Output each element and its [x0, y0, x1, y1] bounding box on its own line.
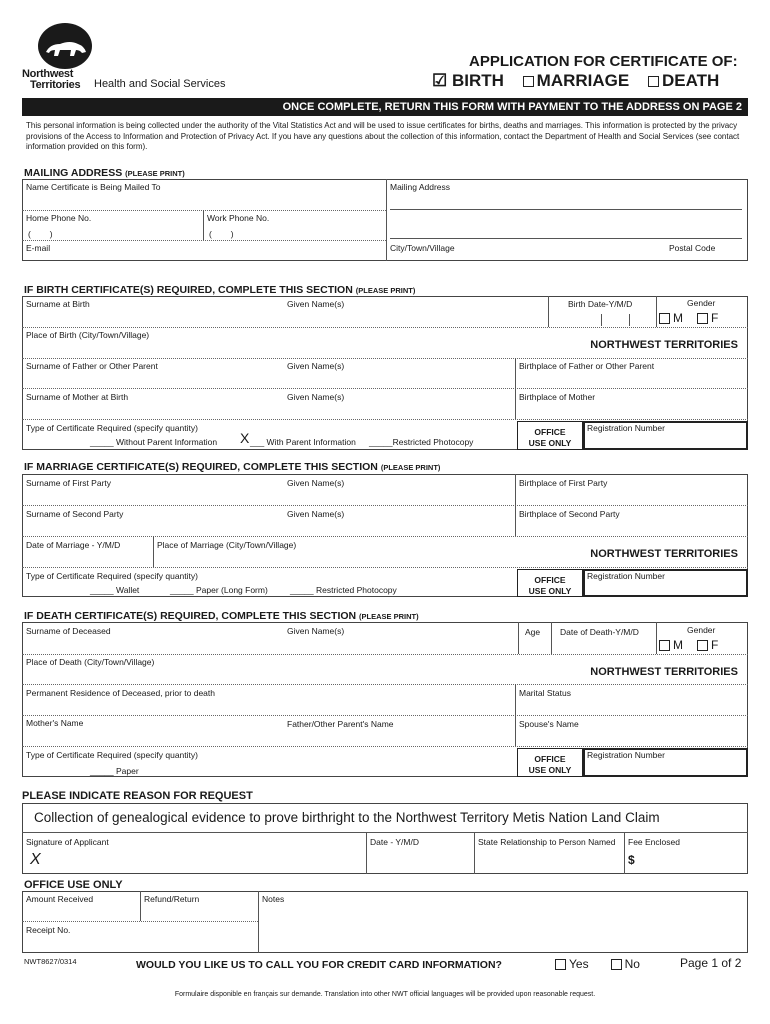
page-number: Page 1 of 2 [680, 956, 742, 970]
birth-registration-label: Registration Number [587, 423, 665, 433]
birth-office-line1: OFFICE [534, 427, 566, 437]
birth-place-label: Place of Birth (City/Town/Village) [26, 330, 150, 340]
second-party-surname-label: Surname of Second Party [26, 509, 124, 519]
death-gender-label: Gender [687, 625, 716, 635]
marriage-opt-paper[interactable]: _____ Paper (Long Form) [170, 585, 268, 595]
no-checkbox[interactable] [611, 959, 622, 970]
office-use-box [22, 891, 748, 953]
return-banner [22, 98, 748, 116]
death-please-print: (PLEASE PRINT) [359, 612, 419, 621]
death-gender-m-checkbox[interactable] [659, 640, 670, 651]
office-use-heading: OFFICE USE ONLY [24, 879, 123, 891]
signature-mark[interactable]: X [30, 851, 41, 868]
birth-gender-m-checkbox[interactable] [659, 313, 670, 324]
death-place-label: Place of Death (City/Town/Village) [26, 657, 155, 667]
receipt-label: Receipt No. [26, 925, 71, 935]
birth-gender-m-label: M [673, 311, 683, 325]
birth-given-label: Given Name(s) [287, 299, 345, 309]
birth-type-label: Type of Certificate Required (specify quantity) [26, 423, 198, 433]
father-surname-label: Surname of Father or Other Parent [26, 361, 158, 371]
amount-received-label: Amount Received [26, 894, 94, 904]
birth-gender-label: Gender [687, 298, 716, 308]
yes-label: Yes [569, 957, 589, 971]
deceased-mother-label: Mother's Name [26, 718, 84, 728]
language-notice: Formulaire disponible en français sur demande. Translation into other NWT official languages will be provided upon reasonable request. [174, 991, 596, 998]
birth-date-label: Birth Date-Y/M/D [568, 299, 633, 309]
mother-given-label: Given Name(s) [287, 392, 345, 402]
birth-gender-f-label: F [711, 311, 719, 325]
death-office-line2: USE ONLY [528, 765, 572, 775]
marriage-date-label: Date of Marriage - Y/M/D [26, 540, 121, 550]
death-gender-f-checkbox[interactable] [697, 640, 708, 651]
marriage-office-line1: OFFICE [534, 575, 566, 585]
yes-checkbox[interactable] [555, 959, 566, 970]
deceased-given-label: Given Name(s) [287, 626, 345, 636]
birth-opt-restricted[interactable]: _____Restricted Photocopy [369, 437, 474, 447]
residence-label: Permanent Residence of Deceased, prior to death [26, 688, 216, 698]
marriage-option-label: MARRIAGE [536, 71, 630, 90]
birth-office-line2: USE ONLY [528, 438, 572, 448]
home-phone-paren: ( ) [28, 229, 53, 239]
deceased-age-label: Age [525, 627, 541, 637]
marriage-please-print: (PLEASE PRINT) [380, 463, 441, 472]
birth-heading-text: IF BIRTH CERTIFICATE(S) REQUIRED, COMPLETE THIS SECTION [24, 284, 353, 296]
refund-label: Refund/Return [144, 894, 200, 904]
org-name-line2: Territories [30, 79, 81, 91]
marriage-office-line2: USE ONLY [528, 586, 572, 596]
credit-card-options [555, 957, 640, 971]
deceased-father-label: Father/Other Parent's Name [287, 719, 394, 729]
death-registration-label: Registration Number [587, 750, 665, 760]
form-title: APPLICATION FOR CERTIFICATE OF: [469, 53, 738, 70]
notes-label: Notes [262, 894, 285, 904]
death-gender-f-label: F [711, 638, 719, 652]
marriage-nwt-label: NORTHWEST TERRITORIES [590, 548, 738, 560]
home-phone-label: Home Phone No. [26, 213, 92, 223]
marriage-checkbox[interactable] [523, 76, 534, 87]
death-gender-m-label: M [673, 638, 683, 652]
death-opt-paper[interactable]: _____ Paper [90, 766, 139, 776]
first-party-birthplace-label: Birthplace of First Party [519, 478, 608, 488]
birth-gender-f-checkbox[interactable] [697, 313, 708, 324]
birth-option-label: BIRTH [451, 71, 504, 90]
birth-opt-with-parent-mark[interactable]: X [240, 430, 250, 446]
birth-surname-label: Surname at Birth [26, 299, 90, 309]
first-party-surname-label: Surname of First Party [26, 478, 112, 488]
death-office-line1: OFFICE [534, 754, 566, 764]
org-name-line1: Northwest [22, 68, 74, 80]
birth-please-print: (PLEASE PRINT) [355, 286, 416, 295]
mailing-address-label: Mailing Address [390, 182, 451, 192]
death-option-label: DEATH [661, 71, 720, 90]
death-date-label: Date of Death-Y/M/D [560, 627, 639, 637]
first-party-given-label: Given Name(s) [287, 478, 345, 488]
reason-heading: PLEASE INDICATE REASON FOR REQUEST [22, 790, 253, 802]
city-label: City/Town/Village [390, 243, 455, 253]
reason-text[interactable]: Collection of genealogical evidence to prove birthright to the Northwest Territory Metis Nation Land Claim [34, 810, 660, 825]
no-label: No [624, 957, 640, 971]
fee-dollar-sign: $ [628, 853, 635, 867]
death-checkbox[interactable] [648, 76, 659, 87]
death-nwt-label: NORTHWEST TERRITORIES [590, 666, 738, 678]
mother-birthplace-label: Birthplace of Mother [519, 392, 596, 402]
birth-check-icon[interactable]: ☑ [432, 71, 448, 90]
death-office-use-box [517, 748, 583, 777]
postal-code-label: Postal Code [669, 243, 716, 253]
work-phone-paren: ( ) [209, 229, 234, 239]
spouse-name-label: Spouse's Name [519, 719, 579, 729]
second-party-given-label: Given Name(s) [287, 509, 345, 519]
marriage-heading-text: IF MARRIAGE CERTIFICATE(S) REQUIRED, COMPLETE THIS SECTION [24, 461, 378, 473]
birth-section-heading [24, 284, 415, 296]
nwt-logo [36, 22, 94, 70]
birth-office-use-box [517, 421, 583, 450]
mailing-name-label: Name Certificate is Being Mailed To [26, 182, 161, 192]
form-number: NWT8627/0314 [24, 957, 77, 966]
birth-gender-options [659, 311, 718, 325]
relationship-label: State Relationship to Person Named [478, 837, 616, 847]
mailing-please-print: (PLEASE PRINT) [125, 169, 185, 178]
marriage-office-use-box [517, 569, 583, 597]
marriage-opt-restricted[interactable]: _____ Restricted Photocopy [290, 585, 397, 595]
father-birthplace-label: Birthplace of Father or Other Parent [519, 361, 655, 371]
marriage-section-heading [24, 461, 440, 473]
return-banner-text: ONCE COMPLETE, RETURN THIS FORM WITH PAYMENT TO THE ADDRESS ON PAGE 2 [282, 101, 742, 113]
privacy-notice: This personal information is being collected under the authority of the Vital Statistics Act and will be used to issue certificates for births, deaths and marriages. This information is protected by the privacy provisions of the Access to Information and Protection of Privacy Act. If you have any questions about the collection of this information, contact the Department of Health and Social Services (see contact information provided on this form). [26, 121, 740, 151]
department-name: Health and Social Services [94, 78, 226, 90]
fee-label: Fee Enclosed [628, 837, 680, 847]
mailing-heading-text: MAILING ADDRESS [24, 167, 123, 179]
marriage-place-label: Place of Marriage (City/Town/Village) [157, 540, 297, 550]
marriage-opt-wallet[interactable]: _____ Wallet [90, 585, 140, 595]
marital-status-label: Marital Status [519, 688, 571, 698]
signature-label: Signature of Applicant [26, 837, 109, 847]
death-gender-options [659, 638, 718, 652]
certificate-type-options [432, 71, 719, 91]
mother-surname-label: Surname of Mother at Birth [26, 392, 129, 402]
second-party-birthplace-label: Birthplace of Second Party [519, 509, 620, 519]
father-given-label: Given Name(s) [287, 361, 345, 371]
birth-opt-without-parent[interactable]: _____ Without Parent Information [90, 437, 218, 447]
mailing-section-heading [24, 167, 185, 179]
death-heading-text: IF DEATH CERTIFICATE(S) REQUIRED, COMPLETE THIS SECTION [24, 610, 357, 622]
email-label: E-mail [26, 243, 51, 253]
marriage-registration-label: Registration Number [587, 571, 665, 581]
deceased-surname-label: Surname of Deceased [26, 626, 111, 636]
birth-opt-with-parent[interactable]: ___ With Parent Information [250, 437, 356, 447]
work-phone-label: Work Phone No. [207, 213, 270, 223]
birth-nwt-label: NORTHWEST TERRITORIES [590, 339, 738, 351]
death-section-heading [24, 610, 419, 622]
marriage-type-label: Type of Certificate Required (specify quantity) [26, 571, 198, 581]
death-type-label: Type of Certificate Required (specify quantity) [26, 750, 198, 760]
signature-date-label: Date - Y/M/D [370, 837, 419, 847]
credit-card-question: WOULD YOU LIKE US TO CALL YOU FOR CREDIT CARD INFORMATION? [136, 959, 502, 971]
